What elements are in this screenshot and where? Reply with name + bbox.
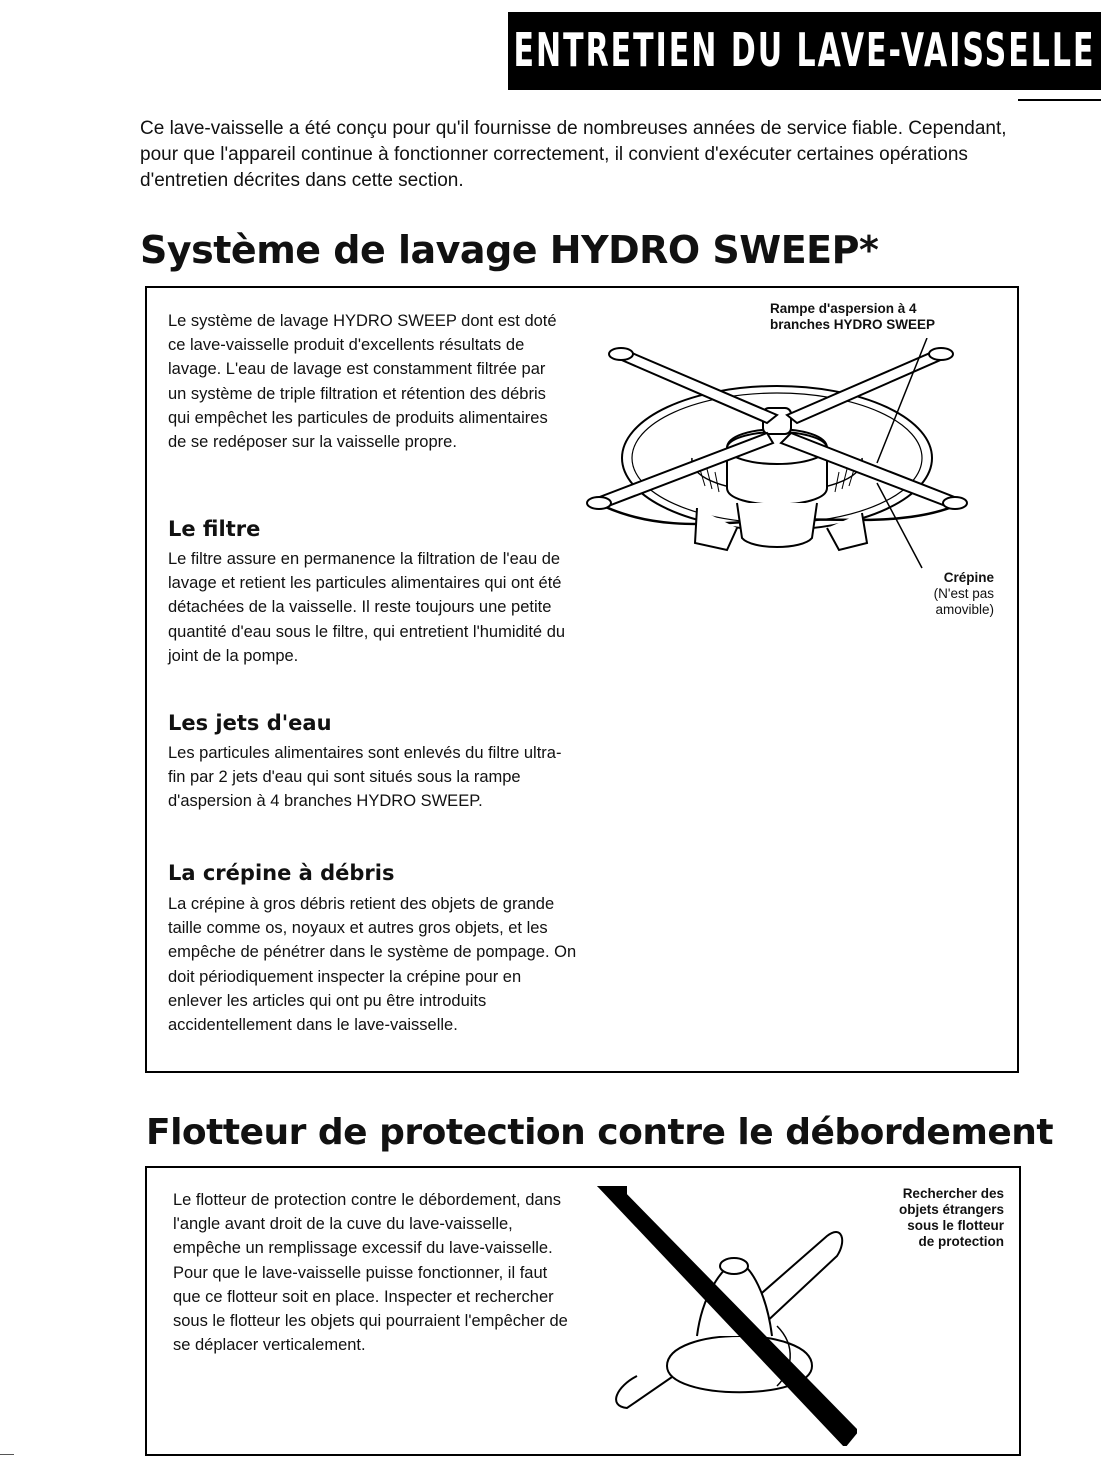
- header-rule: [1018, 99, 1101, 101]
- flotteur-title: Flotteur de protection contre le débordement: [146, 1112, 1054, 1153]
- corner-mark: [0, 1454, 14, 1455]
- jets-text: Les particules alimentaires sont enlevés du filtre ultra-fin par 2 jets d'eau qui sont situés sous la rampe d'aspersion à 4 branches HYDRO SWEEP.: [168, 744, 562, 811]
- rampe-label-line1: Rampe d'aspersion à 4: [770, 301, 917, 316]
- page-header-bar: [508, 12, 1101, 90]
- flotteur-text: Le flotteur de protection contre le débordement, dans l'angle avant droit de la cuve du lave-vaisselle, empêche un remplissage excessif du lave-vaisselle. Pour que le lave-vaisselle puisse fonctionner, il faut que ce flotteur soit en place. Inspecter et rechercher sous le flotteur les objets qui pourraient l'empêcher de se déplacer verticalement.: [173, 1191, 568, 1355]
- flotteur-label-line2: objets étrangers: [898, 1202, 1004, 1217]
- rampe-label: [770, 301, 1000, 333]
- crepine-title: La crépine à débris: [168, 861, 395, 885]
- crepine-label-line2: amovible): [935, 602, 994, 617]
- flotteur-label: [832, 1186, 1004, 1250]
- hydro-sweep-title: Système de lavage HYDRO SWEEP*: [140, 228, 879, 272]
- filtre-title: Le filtre: [168, 517, 261, 541]
- jets-title: Les jets d'eau: [168, 711, 332, 735]
- intro-paragraph: Ce lave-vaisselle a été conçu pour qu'il fournisse de nombreuses années de service fiable. Cependant, pour que l'appareil continue à fonctionner correctement, il convient d'exécuter certaines opérations d'entretien décrites dans cette section.: [140, 118, 1007, 191]
- rampe-label-line2: branches HYDRO SWEEP: [770, 317, 936, 332]
- hydro-sweep-intro: Le système de lavage HYDRO SWEEP dont est doté ce lave-vaisselle produit d'excellents résultats de lavage. L'eau de lavage est constamment filtrée par un système de triple filtration et rétention des débris qui empêchet les particules de produits alimentaires de se redéposer sur la vaisselle propre.: [168, 312, 557, 452]
- crepine-label-title: Crépine: [943, 570, 994, 585]
- float-illustration: [597, 1186, 857, 1446]
- spray-arm-illustration: [577, 338, 977, 578]
- filtre-text: Le filtre assure en permanence la filtration de l'eau de lavage et retient les particules alimentaires qui ont été détachées de la vaisselle. Il reste toujours une petite quantité d'eau sous le filtre, qui entretient l'humidité du joint de la pompe.: [168, 550, 566, 665]
- crepine-text: La crépine à gros débris retient des objets de grande taille comme os, noyaux et autres gros objets, et les empêche de pénétrer dans le système de pompage. On doit périodiquement inspecter la crépine pour en enlever les articles qui ont pu être introduits accidentellement dans le lave-vaisselle.: [168, 895, 577, 1035]
- hydro-sweep-box: [145, 286, 1019, 1073]
- flotteur-box: [145, 1166, 1021, 1456]
- flotteur-label-line1: Rechercher des: [902, 1186, 1004, 1201]
- flotteur-label-line4: de protection: [918, 1234, 1004, 1249]
- page-header-title: ENTRETIEN DU LAVE-VAISSELLE: [513, 23, 1096, 79]
- flotteur-label-line3: sous le flotteur: [907, 1218, 1004, 1233]
- crepine-label-line1: (N'est pas: [933, 586, 994, 601]
